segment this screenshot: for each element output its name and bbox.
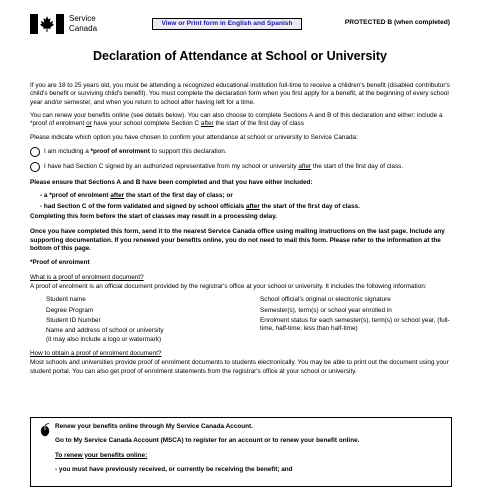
- form-title: Declaration of Attendance at School or University: [92, 49, 388, 63]
- proof-item: Student ID Number: [46, 316, 101, 324]
- renew-title: Renew your benefits online through My Service Canada Account.: [55, 423, 253, 430]
- option-proof-radio[interactable]: [30, 147, 40, 157]
- computer-mouse-icon: [39, 423, 51, 437]
- proof-item: Semester(s), term(s) or school year enrolled in: [260, 306, 392, 314]
- option-section-c[interactable]: [30, 162, 452, 172]
- proof-info-list: [46, 296, 452, 344]
- proof-heading: *Proof of enrolment: [30, 259, 90, 267]
- proof-item: Student name: [46, 296, 86, 304]
- renew-msca-instruction: Go to My Service Canada Account (MSCA) to register for an account or to renew your benefit online.: [55, 437, 360, 445]
- renew-subheading: To renew your benefits online:: [55, 451, 148, 459]
- intro-paragraph-3: Please indicate which option you have chosen to confirm your attendance at school or university to Service Canada:: [30, 133, 358, 141]
- proof-what-answer: A proof of enrolment is an official document provided by the registrar's office at your school or university. It includes the following information:: [30, 282, 427, 290]
- org-name-line1: Service: [69, 14, 96, 23]
- proof-item: School official's original or electronic signature: [260, 296, 391, 304]
- mailing-instructions: Once you have completed this form, send it to the nearest Service Canada office using mailing instructions on the last page. Include any supporting documentation. If you renewed your benefits online, you do not need to mail this form. Please refer to the information at the bottom of this page.: [30, 228, 445, 252]
- form-content: [30, 82, 452, 381]
- renew-bullet-1: - you must have previously received, or currently be receiving the benefit; and: [55, 465, 293, 473]
- ensure-bullet-2: - had Section C of the form validated and signed by school officials after the start of the first day of class.: [40, 202, 360, 210]
- proof-how-answer: Most schools and universities provide proof of enrolment documents to students electronically. You may be able to print out the document using your student portal. You can also get proof of enrolment statements from the registrar's office at your school or university.: [30, 359, 449, 375]
- form-header: [30, 14, 450, 40]
- processing-delay-note: Completing this form before the start of classes may result in a processing delay.: [30, 212, 278, 220]
- proof-item: Enrolment status for each semester(s), term(s) or school year, (full-time, half-time, less than half-time): [260, 316, 450, 333]
- intro-paragraph-1: If you are 18 to 25 years old, you must be attending a recognized educational institution full-time to receive a children's benefit (disabled contributor's child's benefit or surviving child's benefit). You must complete the declaration form when you first apply for a benefit, at the beginning of every school year and/or semester, and when you return to school after having left for a time.: [30, 82, 450, 106]
- protected-label: PROTECTED B (when completed): [344, 19, 450, 26]
- org-name-line2: Canada: [69, 23, 98, 33]
- intro-paragraph-2: You can renew your benefits online (see details below). You can also choose to complete Sections A and B of this declaration and either: include a *proof of enrolment or have your school complete Section C after the start of the first day of class: [30, 111, 443, 128]
- option-section-c-radio[interactable]: [30, 162, 40, 172]
- option-proof-of-enrolment[interactable]: [30, 147, 452, 157]
- option-section-c-label: I have had Section C signed by an authorized representative from my school or university after the start of the first day of class.: [44, 162, 404, 170]
- option-proof-label: I am including a *proof of enrolment to support this declaration.: [44, 147, 227, 155]
- proof-how-question: How to obtain a proof of enrolment document?: [30, 349, 162, 357]
- service-canada-logo: [30, 14, 97, 34]
- ensure-heading: Please ensure that Sections A and B have been completed and that you have either included:: [30, 178, 313, 186]
- canada-flag-icon: [30, 14, 64, 34]
- ensure-bullet-1: - a *proof of enrolment after the start of the first day of class; or: [40, 192, 233, 200]
- view-print-button[interactable]: View or Print form in English and Spanish: [152, 18, 302, 30]
- proof-item: Name and address of school or university (it may also include a logo or watermark): [46, 327, 164, 343]
- renew-online-box: [30, 417, 452, 487]
- proof-what-question: What is a proof of enrolment document?: [30, 273, 144, 281]
- proof-item: Degree Program: [46, 306, 94, 314]
